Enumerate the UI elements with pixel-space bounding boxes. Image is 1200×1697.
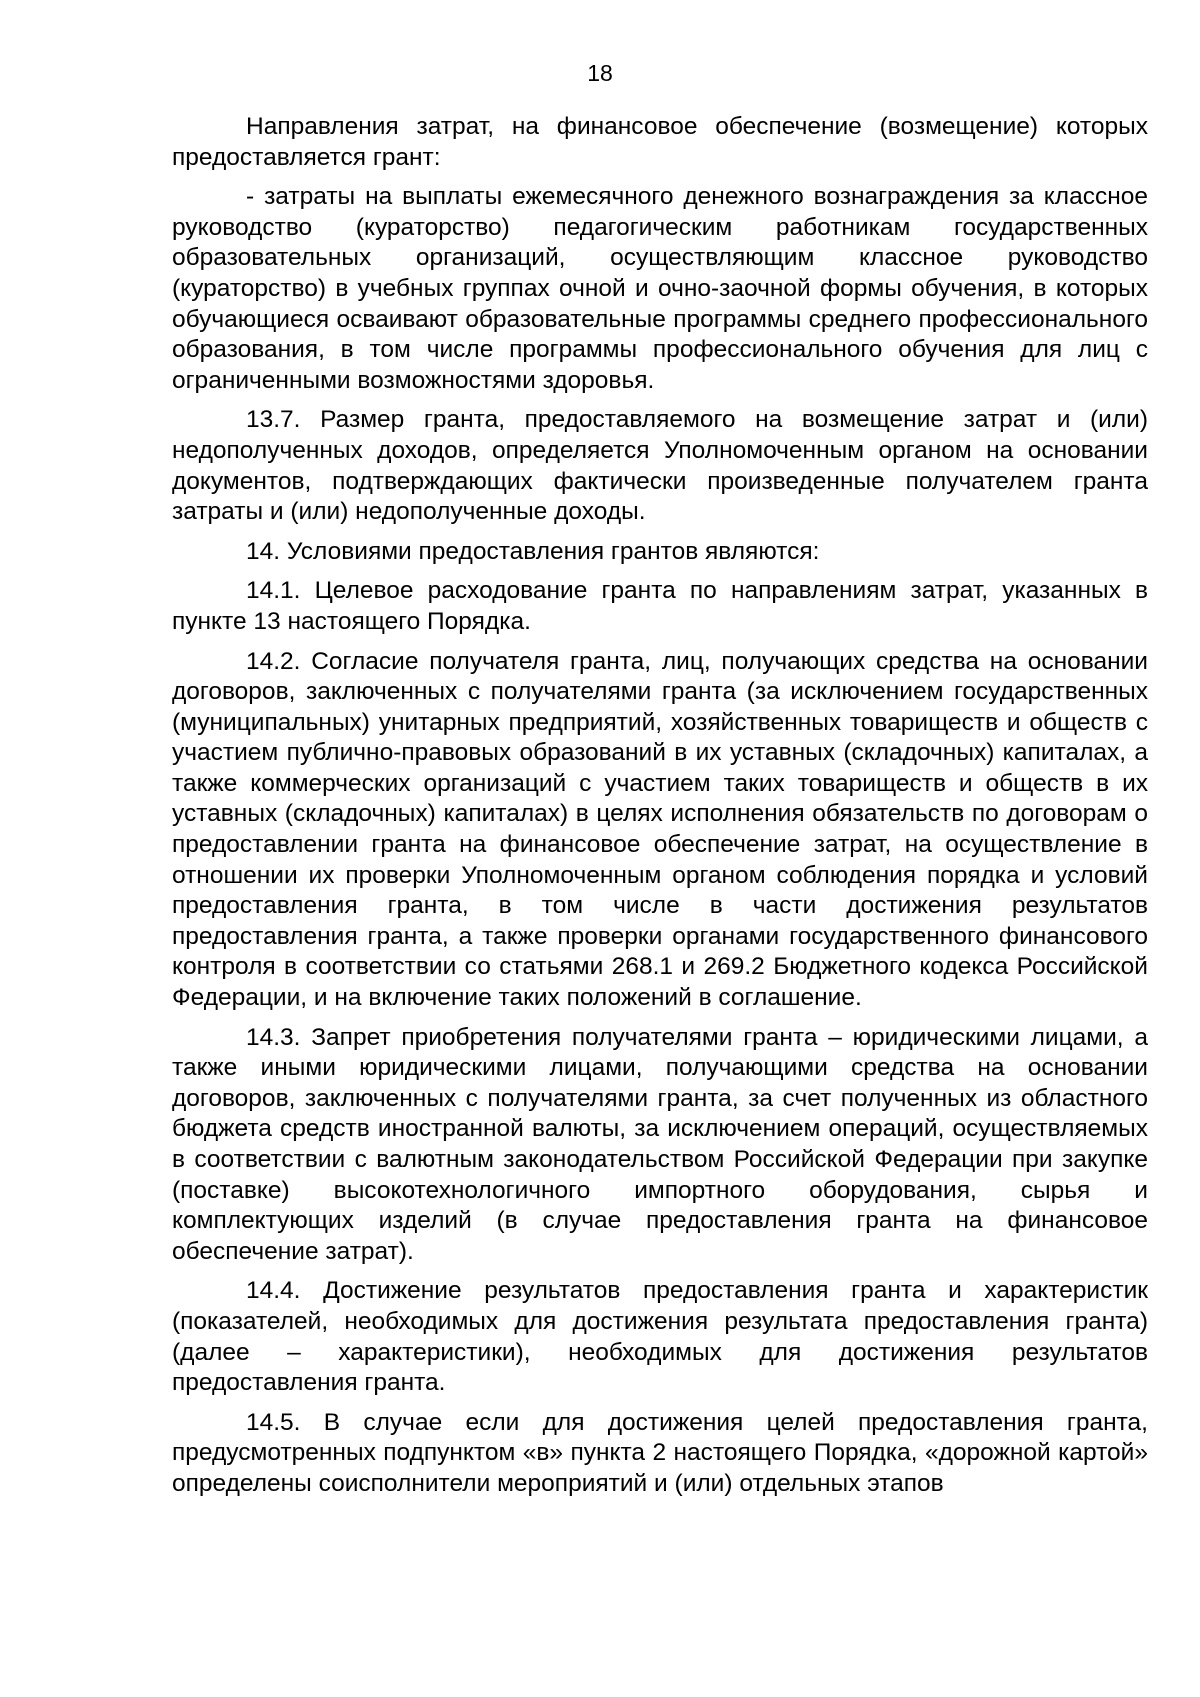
paragraph-13-7: 13.7. Размер гранта, предоставляемого на возмещение затрат и (или) недополученных доходов, определяется Уполномоченным органом на основании документов, подтверждающих фактически произведенные получателем гранта затраты и (или) недополученные доходы. <box>172 406 1148 526</box>
paragraph-14-2: 14.2. Согласие получателя гранта, лиц, получающих средства на основании договоров, заключенных с получателями гранта (за исключением государственных (муниципальных) унитарных предприятий, хозяйственных товариществ и обществ с участием публично-правовых образований в их уставных (складочных) капиталах, а также коммерческих организаций с участием таких товариществ и обществ в их уставных (складочных) капиталах) в целях исполнения обязательств по договорам о предоставлении гранта на финансовое обеспечение затрат, на осуществление в отношении их проверки Уполномоченным органом соблюдения порядка и условий предоставления гранта, в том числе в части достижения результатов предоставления гранта, а также проверки органами государственного финансового контроля в соответствии со статьями 268.1 и 269.2 Бюджетного кодекса Российской Федерации, и на включение таких положений в соглашение. <box>172 647 1148 1012</box>
paragraph-14-5: 14.5. В случае если для достижения целей предоставления гранта, предусмотренных подпунктом «в» пункта 2 настоящего Порядка, «дорожной картой» определены соисполнители мероприятий и (или) отдельных этапов <box>172 1408 1148 1497</box>
paragraph-cost-directions: Направления затрат, на финансовое обеспечение (возмещение) которых предоставляется грант: <box>172 113 1148 171</box>
paragraph-class-guidance-costs: - затраты на выплаты ежемесячного денежного вознаграждения за классное руководство (кураторство) педагогическим работникам государственных образовательных организаций, осуществляющим классное руководство (кураторство) в учебных группах очной и очно-заочной формы обучения, в которых обучающиеся осваивают образовательные программы среднего профессионального образования, в том числе программы профессионального обучения для лиц с ограниченными возможностями здоровья. <box>172 183 1148 394</box>
document-body <box>172 112 1148 1509</box>
page-number: 18 <box>587 60 613 86</box>
paragraph-14-1: 14.1. Целевое расходование гранта по направлениям затрат, указанных в пункте 13 настоящего Порядка. <box>172 577 1148 635</box>
paragraph-14-3: 14.3. Запрет приобретения получателями гранта – юридическими лицами, а также иными юридическими лицами, получающими средства на основании договоров, заключенных с получателями гранта, за счет полученных из областного бюджета средств иностранной валюты, за исключением операций, осуществляемых в соответствии с валютным законодательством Российской Федерации при закупке (поставке) высокотехнологичного импортного оборудования, сырья и комплектующих изделий (в случае предоставления гранта на финансовое обеспечение затрат). <box>172 1023 1148 1265</box>
paragraph-14: 14. Условиями предоставления грантов являются: <box>246 537 820 565</box>
paragraph-14-4: 14.4. Достижение результатов предоставления гранта и характеристик (показателей, необходимых для достижения результата предоставления гранта) (далее – характеристики), необходимых для достижения результатов предоставления гранта. <box>172 1277 1148 1397</box>
